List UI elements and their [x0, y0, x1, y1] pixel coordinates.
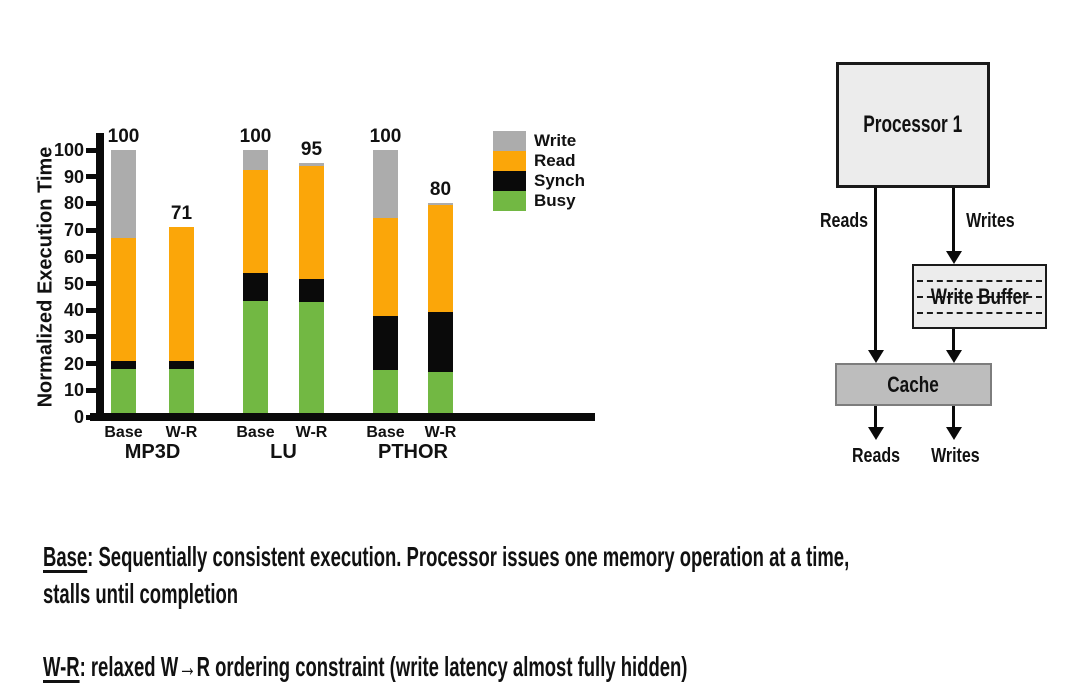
buffer-to-cache-arrow-head [946, 350, 962, 363]
note-term: W-R [43, 651, 80, 682]
bar-segment-synch [299, 279, 324, 302]
bar-segment-busy [373, 370, 398, 417]
bar-segment-read [111, 238, 136, 361]
note-wr [43, 648, 1019, 685]
write-buffer-label: Write Buffer [930, 283, 1029, 309]
y-tick-mark [86, 228, 97, 233]
writes-arrow-head [946, 251, 962, 264]
bar-value-label: 100 [369, 126, 402, 147]
legend-label: Busy [534, 191, 576, 210]
y-tick-label: 60 [63, 246, 84, 267]
bar-segment-write [111, 150, 136, 238]
y-tick-mark [86, 201, 97, 206]
bar-segment-busy [299, 302, 324, 417]
y-tick-label: 50 [63, 273, 84, 294]
bar-segment-synch [428, 312, 453, 372]
write-buffer-box [912, 264, 1047, 329]
y-tick-label: 0 [73, 407, 84, 427]
note-line: stalls until completion [43, 578, 239, 609]
bar-variant-label: Base [104, 424, 143, 441]
y-tick-mark [86, 174, 97, 179]
buffer-to-cache-arrow-line [952, 329, 955, 351]
note-line [43, 648, 687, 685]
bar-segment-busy [111, 369, 136, 417]
legend-label: Synch [534, 171, 586, 190]
y-tick-label: 10 [63, 380, 84, 401]
benchmark-group-label: MP3D [124, 441, 181, 463]
bar-segment-write [299, 163, 324, 166]
reads-out-arrow-head [868, 427, 884, 440]
processor-box [836, 62, 990, 188]
y-tick-label: 30 [63, 326, 84, 347]
cache-label: Cache [887, 371, 940, 397]
cache-box [835, 363, 992, 406]
y-tick-label: 90 [63, 166, 84, 187]
chart-legend [493, 131, 585, 211]
bar-segment-read [373, 218, 398, 315]
bar-variant-label: W-R [165, 424, 198, 441]
legend-row [493, 131, 585, 151]
legend-label: Write [534, 131, 577, 150]
y-axis-line [96, 133, 104, 421]
y-tick-label: 20 [63, 353, 84, 374]
y-tick-mark [86, 334, 97, 339]
bar-segment-synch [111, 361, 136, 369]
bar-variant-label: W-R [424, 424, 457, 441]
bar-segment-synch [373, 316, 398, 371]
note-base [43, 538, 1065, 612]
bar-segment-busy [169, 369, 194, 417]
y-tick-label: 40 [63, 300, 84, 321]
benchmark-group-label: PTHOR [378, 441, 448, 463]
legend-row [493, 151, 585, 171]
legend-swatch-busy [493, 191, 526, 211]
legend-swatch-read [493, 151, 526, 171]
y-tick-mark [86, 415, 97, 420]
bar-segment-read [169, 227, 194, 361]
y-tick-label: 100 [53, 140, 84, 160]
bar-value-label: 80 [429, 179, 452, 201]
writes-top-label: Writes [965, 210, 1015, 232]
legend-swatch-synch [493, 171, 526, 191]
y-tick-mark [86, 254, 97, 259]
bar-segment-synch [243, 273, 268, 301]
note-term: Base [43, 541, 88, 572]
bar-segment-read [243, 170, 268, 273]
legend-row [493, 171, 585, 191]
bar-variant-label: Base [366, 424, 405, 441]
writes-out-arrow-head [946, 427, 962, 440]
buffer-slot-line [917, 312, 1042, 314]
legend-label: Read [534, 151, 576, 170]
note-line [43, 538, 849, 575]
execution-time-chart [0, 0, 660, 480]
note-text: : relaxed W→R ordering constraint (write latency almost fully hidden) [79, 651, 688, 682]
bar-segment-busy [243, 301, 268, 417]
note-text: : Sequentially consistent execution. Processor issues one memory operation at a time, [87, 541, 850, 572]
bar-value-label: 95 [300, 139, 323, 161]
writes-bottom-label: Writes [930, 445, 980, 467]
bar-value-label: 100 [107, 126, 140, 147]
legend-swatch-write [493, 131, 526, 151]
reads-top-label: Reads [819, 210, 869, 232]
bar-segment-write [243, 150, 268, 170]
bar-value-label: 71 [170, 203, 193, 225]
bar-segment-write [428, 203, 453, 204]
y-tick-mark [86, 281, 97, 286]
y-tick-mark [86, 308, 97, 313]
y-tick-mark [86, 361, 97, 366]
y-axis-title: Normalized Execution Time [34, 146, 57, 408]
bar-variant-label: W-R [295, 424, 328, 441]
bar-variant-label: Base [236, 424, 275, 441]
bar-segment-synch [169, 361, 194, 369]
y-tick-mark [86, 388, 97, 393]
buffer-slot-line [917, 280, 1042, 282]
bar-segment-read [428, 205, 453, 312]
bar-value-label: 100 [239, 126, 272, 147]
y-tick-label: 80 [63, 193, 84, 214]
y-tick-label: 70 [63, 220, 84, 241]
x-axis-line [90, 413, 595, 421]
processor-label: Processor 1 [863, 111, 963, 138]
benchmark-group-label: LU [270, 441, 297, 463]
reads-out-arrow-line [874, 406, 877, 428]
bar-segment-write [373, 150, 398, 218]
bar-segment-read [299, 166, 324, 279]
y-tick-mark [86, 148, 97, 153]
bar-segment-busy [428, 372, 453, 417]
legend-row [493, 191, 585, 211]
writes-out-arrow-line [952, 406, 955, 428]
reads-arrow-head [868, 350, 884, 363]
reads-bottom-label: Reads [851, 445, 901, 467]
